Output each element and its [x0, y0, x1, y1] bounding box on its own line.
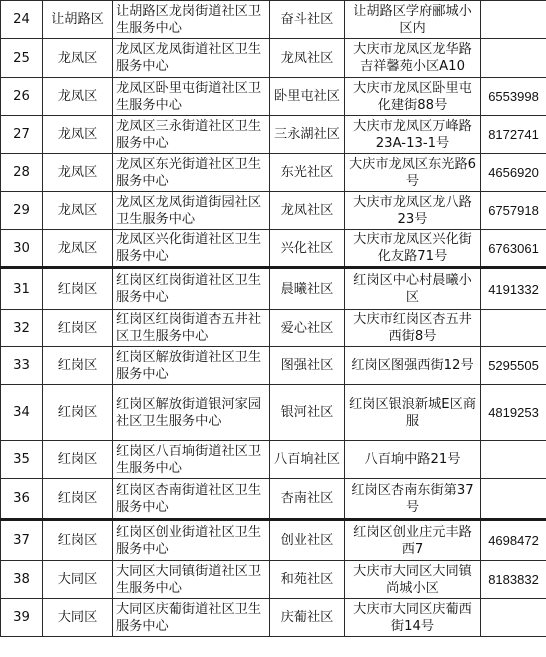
table-row	[1, 561, 546, 599]
address-cell: 红岗区杏南东街第37号	[345, 479, 481, 520]
district-cell: 龙凤区	[43, 230, 113, 268]
phone-cell: 4819253	[481, 385, 546, 441]
center-name-cell: 红岗区解放街道社区卫生服务中心	[113, 347, 270, 385]
row-number: 27	[1, 116, 43, 154]
row-number: 24	[1, 1, 43, 39]
phone-cell: 6553998	[481, 78, 546, 116]
community-cell: 卧里屯社区	[270, 78, 345, 116]
row-number: 35	[1, 441, 43, 479]
center-name-cell: 红岗区八百垧街道社区卫生服务中心	[113, 441, 270, 479]
center-name-cell: 龙凤区龙凤街道社区卫生服务中心	[113, 39, 270, 78]
phone-cell: 8172741	[481, 116, 546, 154]
center-name-cell: 龙凤区龙凤街道街园社区卫生服务中心	[113, 192, 270, 230]
community-cell: 杏南社区	[270, 479, 345, 520]
district-cell: 龙凤区	[43, 78, 113, 116]
phone-cell	[481, 599, 546, 637]
address-cell: 八百垧中路21号	[345, 441, 481, 479]
district-cell: 大同区	[43, 599, 113, 637]
community-cell: 龙凤社区	[270, 39, 345, 78]
address-cell: 大庆市红岗区杏五井西街8号	[345, 310, 481, 347]
center-name-cell: 大同区庆葡街道社区卫生服务中心	[113, 599, 270, 637]
table-row	[1, 39, 546, 78]
center-name-cell: 龙凤区东光街道社区卫生服务中心	[113, 154, 270, 192]
address-cell: 大庆市龙凤区万峰路23A-13-1号	[345, 116, 481, 154]
center-name-cell: 让胡路区龙岗街道社区卫生服务中心	[113, 1, 270, 39]
community-cell: 和苑社区	[270, 561, 345, 599]
district-cell: 龙凤区	[43, 192, 113, 230]
row-number: 34	[1, 385, 43, 441]
community-cell: 庆葡社区	[270, 599, 345, 637]
center-name-cell: 红岗区红岗街道杏五井社区卫生服务中心	[113, 310, 270, 347]
district-cell: 红岗区	[43, 310, 113, 347]
community-cell: 奋斗社区	[270, 1, 345, 39]
row-number: 38	[1, 561, 43, 599]
phone-cell: 4656920	[481, 154, 546, 192]
address-cell: 红岗区创业庄元丰路西7	[345, 520, 481, 561]
table-row	[1, 479, 546, 520]
center-name-cell: 龙凤区三永街道社区卫生服务中心	[113, 116, 270, 154]
address-cell: 大庆市龙凤区龙八路23号	[345, 192, 481, 230]
community-cell: 晨曦社区	[270, 268, 345, 310]
row-number: 36	[1, 479, 43, 520]
center-name-cell: 龙凤区卧里屯街道社区卫生服务中心	[113, 78, 270, 116]
address-cell: 大庆市龙凤区卧里屯化建街88号	[345, 78, 481, 116]
row-number: 32	[1, 310, 43, 347]
table-row	[1, 1, 546, 39]
table-row	[1, 385, 546, 441]
table-row	[1, 230, 546, 268]
district-cell: 红岗区	[43, 520, 113, 561]
row-number: 26	[1, 78, 43, 116]
community-cell: 银河社区	[270, 385, 345, 441]
address-cell: 大庆市大同区庆葡西街14号	[345, 599, 481, 637]
address-cell: 大庆市大同区大同镇尚城小区	[345, 561, 481, 599]
phone-cell: 6763061	[481, 230, 546, 268]
row-number: 37	[1, 520, 43, 561]
district-cell: 红岗区	[43, 347, 113, 385]
table-body	[1, 1, 546, 637]
district-cell: 红岗区	[43, 441, 113, 479]
address-cell: 大庆市龙凤区东光路6号	[345, 154, 481, 192]
table-row	[1, 268, 546, 310]
community-cell: 八百垧社区	[270, 441, 345, 479]
table-row	[1, 441, 546, 479]
community-cell: 东光社区	[270, 154, 345, 192]
center-name-cell: 红岗区杏南街道社区卫生服务中心	[113, 479, 270, 520]
phone-cell	[481, 441, 546, 479]
district-cell: 龙凤区	[43, 39, 113, 78]
table-row	[1, 78, 546, 116]
district-cell: 红岗区	[43, 479, 113, 520]
address-cell: 大庆市龙凤区兴化街化友路71号	[345, 230, 481, 268]
address-cell: 让胡路区学府郦城小区内	[345, 1, 481, 39]
phone-cell: 6757918	[481, 192, 546, 230]
district-cell: 龙凤区	[43, 116, 113, 154]
table-row	[1, 599, 546, 637]
phone-cell	[481, 39, 546, 78]
row-number: 39	[1, 599, 43, 637]
table-row	[1, 116, 546, 154]
district-cell: 红岗区	[43, 268, 113, 310]
address-cell: 红岗区银浪新城E区商服	[345, 385, 481, 441]
community-cell: 龙凤社区	[270, 192, 345, 230]
row-number: 28	[1, 154, 43, 192]
row-number: 30	[1, 230, 43, 268]
community-cell: 爱心社区	[270, 310, 345, 347]
row-number: 29	[1, 192, 43, 230]
center-name-cell: 红岗区创业街道社区卫生服务中心	[113, 520, 270, 561]
address-cell: 红岗区中心村晨曦小区	[345, 268, 481, 310]
row-number: 25	[1, 39, 43, 78]
row-number: 31	[1, 268, 43, 310]
phone-cell	[481, 479, 546, 520]
center-name-cell: 红岗区红岗街道社区卫生服务中心	[113, 268, 270, 310]
phone-cell: 5295505	[481, 347, 546, 385]
address-cell: 红岗区图强西街12号	[345, 347, 481, 385]
phone-cell: 4698472	[481, 520, 546, 561]
phone-cell: 4191332	[481, 268, 546, 310]
phone-cell: 8183832	[481, 561, 546, 599]
community-cell: 图强社区	[270, 347, 345, 385]
center-name-cell: 红岗区解放街道银河家园社区卫生服务中心	[113, 385, 270, 441]
district-cell: 让胡路区	[43, 1, 113, 39]
center-name-cell: 龙凤区兴化街道社区卫生服务中心	[113, 230, 270, 268]
district-cell: 龙凤区	[43, 154, 113, 192]
table-row	[1, 192, 546, 230]
phone-cell	[481, 310, 546, 347]
address-cell: 大庆市龙凤区龙华路吉祥馨苑小区A10	[345, 39, 481, 78]
row-number: 33	[1, 347, 43, 385]
table-row	[1, 347, 546, 385]
community-cell: 三永湖社区	[270, 116, 345, 154]
district-cell: 大同区	[43, 561, 113, 599]
table-row	[1, 154, 546, 192]
district-cell: 红岗区	[43, 385, 113, 441]
community-cell: 兴化社区	[270, 230, 345, 268]
phone-cell	[481, 1, 546, 39]
community-cell: 创业社区	[270, 520, 345, 561]
table-row	[1, 520, 546, 561]
center-name-cell: 大同区大同镇街道社区卫生服务中心	[113, 561, 270, 599]
table-row	[1, 310, 546, 347]
